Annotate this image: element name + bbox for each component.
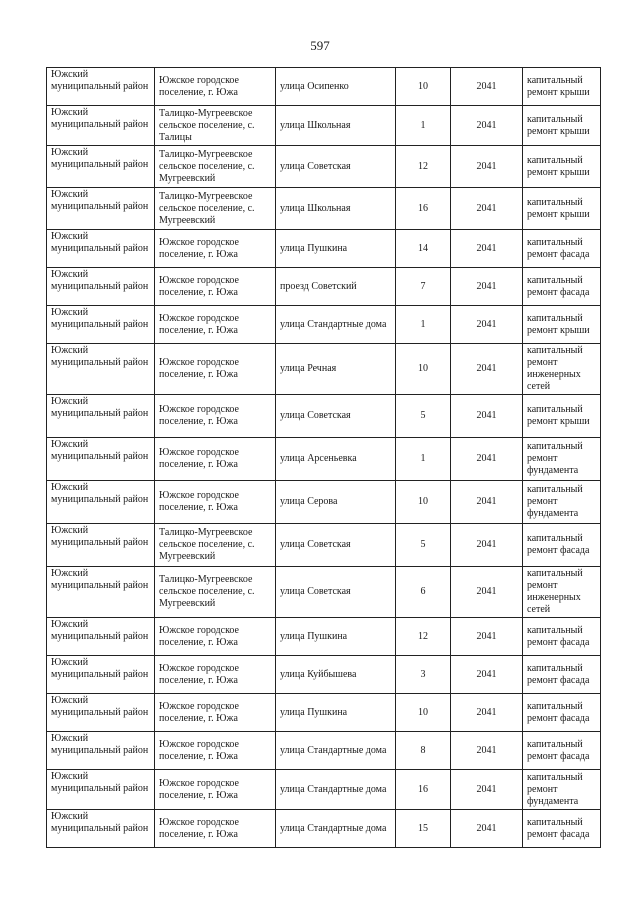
table-row <box>47 106 601 146</box>
year-cell: 2041 <box>451 567 523 618</box>
street-cell: улица Серова <box>276 481 396 524</box>
year-cell: 2041 <box>451 344 523 395</box>
settlement-cell: Южское городское поселение, г. Южа <box>155 68 276 106</box>
table-row <box>47 306 601 344</box>
street-cell: улица Школьная <box>276 188 396 230</box>
year-cell: 2041 <box>451 481 523 524</box>
year-cell: 2041 <box>451 770 523 810</box>
district-cell: Южский муниципальный район <box>47 481 155 524</box>
street-cell: улица Пушкина <box>276 694 396 732</box>
year-cell: 2041 <box>451 524 523 567</box>
district-cell: Южский муниципальный район <box>47 230 155 268</box>
street-cell: улица Арсеньевка <box>276 438 396 481</box>
house-number-cell: 14 <box>396 230 451 268</box>
street-cell: улица Стандартные дома <box>276 770 396 810</box>
district-cell: Южский муниципальный район <box>47 146 155 188</box>
settlement-cell: Южское городское поселение, г. Южа <box>155 268 276 306</box>
street-cell: улица Школьная <box>276 106 396 146</box>
year-cell: 2041 <box>451 188 523 230</box>
street-cell: улица Советская <box>276 395 396 438</box>
district-cell: Южский муниципальный район <box>47 656 155 694</box>
work-type-cell: капитальный ремонт крыши <box>523 188 601 230</box>
table-row <box>47 146 601 188</box>
settlement-cell: Южское городское поселение, г. Южа <box>155 810 276 848</box>
settlement-cell: Южское городское поселение, г. Южа <box>155 438 276 481</box>
table-row <box>47 395 601 438</box>
year-cell: 2041 <box>451 618 523 656</box>
district-cell: Южский муниципальный район <box>47 438 155 481</box>
district-cell: Южский муниципальный район <box>47 567 155 618</box>
district-cell: Южский муниципальный район <box>47 770 155 810</box>
year-cell: 2041 <box>451 268 523 306</box>
street-cell: улица Советская <box>276 567 396 618</box>
work-type-cell: капитальный ремонт крыши <box>523 395 601 438</box>
house-number-cell: 10 <box>396 68 451 106</box>
district-cell: Южский муниципальный район <box>47 188 155 230</box>
settlement-cell: Южское городское поселение, г. Южа <box>155 230 276 268</box>
house-number-cell: 1 <box>396 306 451 344</box>
house-number-cell: 15 <box>396 810 451 848</box>
year-cell: 2041 <box>451 438 523 481</box>
work-type-cell: капитальный ремонт крыши <box>523 146 601 188</box>
year-cell: 2041 <box>451 810 523 848</box>
table-row <box>47 694 601 732</box>
street-cell: улица Куйбышева <box>276 656 396 694</box>
work-type-cell: капитальный ремонт фундамента <box>523 438 601 481</box>
district-cell: Южский муниципальный район <box>47 810 155 848</box>
district-cell: Южский муниципальный район <box>47 732 155 770</box>
street-cell: улица Стандартные дома <box>276 810 396 848</box>
district-cell: Южский муниципальный район <box>47 344 155 395</box>
street-cell: улица Осипенко <box>276 68 396 106</box>
street-cell: улица Советская <box>276 146 396 188</box>
table-row <box>47 618 601 656</box>
settlement-cell: Талицко-Мугреевское сельское поселение, с. Талицы <box>155 106 276 146</box>
house-number-cell: 16 <box>396 770 451 810</box>
page-number: 597 <box>310 38 330 53</box>
table-row <box>47 230 601 268</box>
settlement-cell: Талицко-Мугреевское сельское поселение, с. Мугреевский <box>155 188 276 230</box>
settlement-cell: Южское городское поселение, г. Южа <box>155 694 276 732</box>
work-type-cell: капитальный ремонт фасада <box>523 810 601 848</box>
house-number-cell: 10 <box>396 694 451 732</box>
house-number-cell: 8 <box>396 732 451 770</box>
work-type-cell: капитальный ремонт фундамента <box>523 770 601 810</box>
settlement-cell: Южское городское поселение, г. Южа <box>155 344 276 395</box>
street-cell: проезд Советский <box>276 268 396 306</box>
settlement-cell: Южское городское поселение, г. Южа <box>155 732 276 770</box>
work-type-cell: капитальный ремонт фундамента <box>523 481 601 524</box>
work-type-cell: капитальный ремонт фасада <box>523 230 601 268</box>
year-cell: 2041 <box>451 146 523 188</box>
table-row <box>47 770 601 810</box>
district-cell: Южский муниципальный район <box>47 306 155 344</box>
settlement-cell: Талицко-Мугреевское сельское поселение, с. Мугреевский <box>155 524 276 567</box>
repair-schedule-table <box>46 67 601 848</box>
work-type-cell: капитальный ремонт фасада <box>523 268 601 306</box>
house-number-cell: 6 <box>396 567 451 618</box>
district-cell: Южский муниципальный район <box>47 268 155 306</box>
street-cell: улица Советская <box>276 524 396 567</box>
street-cell: улица Пушкина <box>276 230 396 268</box>
district-cell: Южский муниципальный район <box>47 524 155 567</box>
work-type-cell: капитальный ремонт крыши <box>523 68 601 106</box>
house-number-cell: 3 <box>396 656 451 694</box>
work-type-cell: капитальный ремонт крыши <box>523 306 601 344</box>
year-cell: 2041 <box>451 306 523 344</box>
work-type-cell: капитальный ремонт фасада <box>523 732 601 770</box>
table-row <box>47 481 601 524</box>
house-number-cell: 7 <box>396 268 451 306</box>
street-cell: улица Стандартные дома <box>276 732 396 770</box>
table-row <box>47 438 601 481</box>
settlement-cell: Южское городское поселение, г. Южа <box>155 770 276 810</box>
year-cell: 2041 <box>451 106 523 146</box>
house-number-cell: 12 <box>396 146 451 188</box>
settlement-cell: Южское городское поселение, г. Южа <box>155 395 276 438</box>
year-cell: 2041 <box>451 656 523 694</box>
street-cell: улица Речная <box>276 344 396 395</box>
work-type-cell: капитальный ремонт инженерных сетей <box>523 567 601 618</box>
district-cell: Южский муниципальный район <box>47 694 155 732</box>
district-cell: Южский муниципальный район <box>47 395 155 438</box>
table-row <box>47 567 601 618</box>
house-number-cell: 1 <box>396 438 451 481</box>
year-cell: 2041 <box>451 694 523 732</box>
house-number-cell: 5 <box>396 395 451 438</box>
settlement-cell: Южское городское поселение, г. Южа <box>155 306 276 344</box>
house-number-cell: 16 <box>396 188 451 230</box>
year-cell: 2041 <box>451 230 523 268</box>
house-number-cell: 10 <box>396 344 451 395</box>
district-cell: Южский муниципальный район <box>47 106 155 146</box>
year-cell: 2041 <box>451 395 523 438</box>
house-number-cell: 12 <box>396 618 451 656</box>
table-row <box>47 344 601 395</box>
work-type-cell: капитальный ремонт крыши <box>523 106 601 146</box>
table-row <box>47 656 601 694</box>
year-cell: 2041 <box>451 68 523 106</box>
house-number-cell: 5 <box>396 524 451 567</box>
settlement-cell: Талицко-Мугреевское сельское поселение, с. Мугреевский <box>155 567 276 618</box>
table-row <box>47 268 601 306</box>
district-cell: Южский муниципальный район <box>47 618 155 656</box>
house-number-cell: 10 <box>396 481 451 524</box>
house-number-cell: 1 <box>396 106 451 146</box>
table-row <box>47 732 601 770</box>
settlement-cell: Южское городское поселение, г. Южа <box>155 656 276 694</box>
work-type-cell: капитальный ремонт фасада <box>523 656 601 694</box>
table-row <box>47 810 601 848</box>
district-cell: Южский муниципальный район <box>47 68 155 106</box>
settlement-cell: Южское городское поселение, г. Южа <box>155 618 276 656</box>
street-cell: улица Пушкина <box>276 618 396 656</box>
table-row <box>47 188 601 230</box>
table-row <box>47 524 601 567</box>
year-cell: 2041 <box>451 732 523 770</box>
work-type-cell: капитальный ремонт фасада <box>523 618 601 656</box>
work-type-cell: капитальный ремонт фасада <box>523 694 601 732</box>
settlement-cell: Талицко-Мугреевское сельское поселение, с. Мугреевский <box>155 146 276 188</box>
work-type-cell: капитальный ремонт инженерных сетей <box>523 344 601 395</box>
street-cell: улица Стандартные дома <box>276 306 396 344</box>
work-type-cell: капитальный ремонт фасада <box>523 524 601 567</box>
table-row <box>47 68 601 106</box>
settlement-cell: Южское городское поселение, г. Южа <box>155 481 276 524</box>
